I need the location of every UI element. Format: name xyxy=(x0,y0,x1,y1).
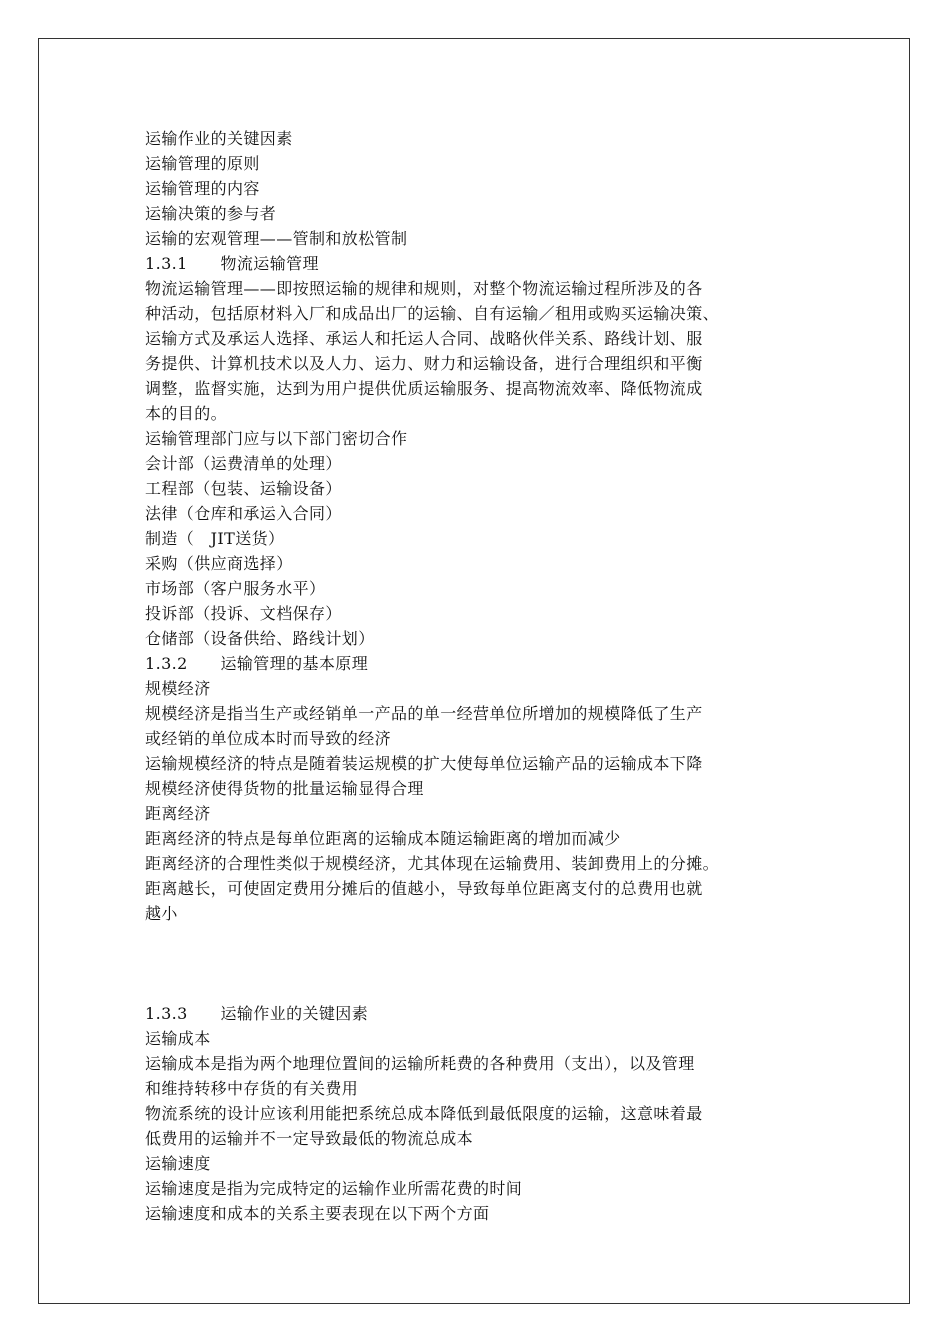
text-line: 务提供、计算机技术以及人力、运力、财力和运输设备，进行合理组织和平衡 xyxy=(145,354,703,373)
text-line: 和维持转移中存货的有关费用 xyxy=(145,1079,359,1098)
text-line: 距离经济的合理性类似于规模经济，尤其体现在运输费用、装卸费用上的分摊。 xyxy=(145,854,720,873)
text-line: 市场部（客户服务水平） xyxy=(145,579,326,598)
text-line: 运输成本是指为两个地理位置间的运输所耗费的各种费用（支出），以及管理 xyxy=(145,1054,695,1073)
text-line: 制造（ JIT送货） xyxy=(145,529,285,548)
text-line: 运输作业的关键因素 xyxy=(145,129,293,148)
text-line: 运输规模经济的特点是随着装运规模的扩大使每单位运输产品的运输成本下降 xyxy=(145,754,703,773)
text-line: 1.3.2 运输管理的基本原理 xyxy=(145,654,369,673)
text-line: 1.3.3 运输作业的关键因素 xyxy=(145,1004,369,1023)
text-line: 物流系统的设计应该利用能把系统总成本降低到最低限度的运输，这意味着最 xyxy=(145,1104,703,1123)
text-line: 采购（供应商选择） xyxy=(145,554,293,573)
text-line: 或经销的单位成本时而导致的经济 xyxy=(145,729,392,748)
text-line: 运输管理部门应与以下部门密切合作 xyxy=(145,429,408,448)
text-block-2 xyxy=(145,1001,825,1226)
text-line: 种活动，包括原材料入厂和成品出厂的运输、自有运输／租用或购买运输决策、 xyxy=(145,304,720,323)
text-line: 运输速度 xyxy=(145,1154,211,1173)
text-line: 1.3.1 物流运输管理 xyxy=(145,254,319,273)
text-line: 运输方式及承运人选择、承运人和托运人合同、战略伙伴关系、路线计划、服 xyxy=(145,329,703,348)
text-line: 运输速度和成本的关系主要表现在以下两个方面 xyxy=(145,1204,490,1223)
text-line: 物流运输管理——即按照运输的规律和规则，对整个物流运输过程所涉及的各 xyxy=(145,279,703,298)
text-line: 运输管理的原则 xyxy=(145,154,260,173)
text-line: 规模经济使得货物的批量运输显得合理 xyxy=(145,779,424,798)
text-line: 运输的宏观管理——管制和放松管制 xyxy=(145,229,408,248)
text-line: 本的目的。 xyxy=(145,404,228,423)
text-line: 距离经济的特点是每单位距离的运输成本随运输距离的增加而减少 xyxy=(145,829,621,848)
text-line: 运输成本 xyxy=(145,1029,211,1048)
text-line: 会计部（运费清单的处理） xyxy=(145,454,342,473)
text-line: 距离经济 xyxy=(145,804,211,823)
text-line: 运输决策的参与者 xyxy=(145,204,277,223)
text-line: 距离越长，可使固定费用分摊后的值越小，导致每单位距离支付的总费用也就 xyxy=(145,879,703,898)
text-line: 运输管理的内容 xyxy=(145,179,260,198)
document-body xyxy=(145,126,825,1226)
text-line: 工程部（包装、运输设备） xyxy=(145,479,342,498)
paragraph-gap xyxy=(145,926,825,1001)
text-block-1 xyxy=(145,126,825,926)
text-line: 仓储部（设备供给、路线计划） xyxy=(145,629,375,648)
text-line: 越小 xyxy=(145,904,178,923)
text-line: 低费用的运输并不一定导致最低的物流总成本 xyxy=(145,1129,474,1148)
text-line: 调整，监督实施，达到为用户提供优质运输服务、提高物流效率、降低物流成 xyxy=(145,379,703,398)
text-line: 规模经济是指当生产或经销单一产品的单一经营单位所增加的规模降低了生产 xyxy=(145,704,703,723)
text-line: 法律（仓库和承运入合同） xyxy=(145,504,342,523)
text-line: 投诉部（投诉、文档保存） xyxy=(145,604,342,623)
text-line: 规模经济 xyxy=(145,679,211,698)
text-line: 运输速度是指为完成特定的运输作业所需花费的时间 xyxy=(145,1179,523,1198)
